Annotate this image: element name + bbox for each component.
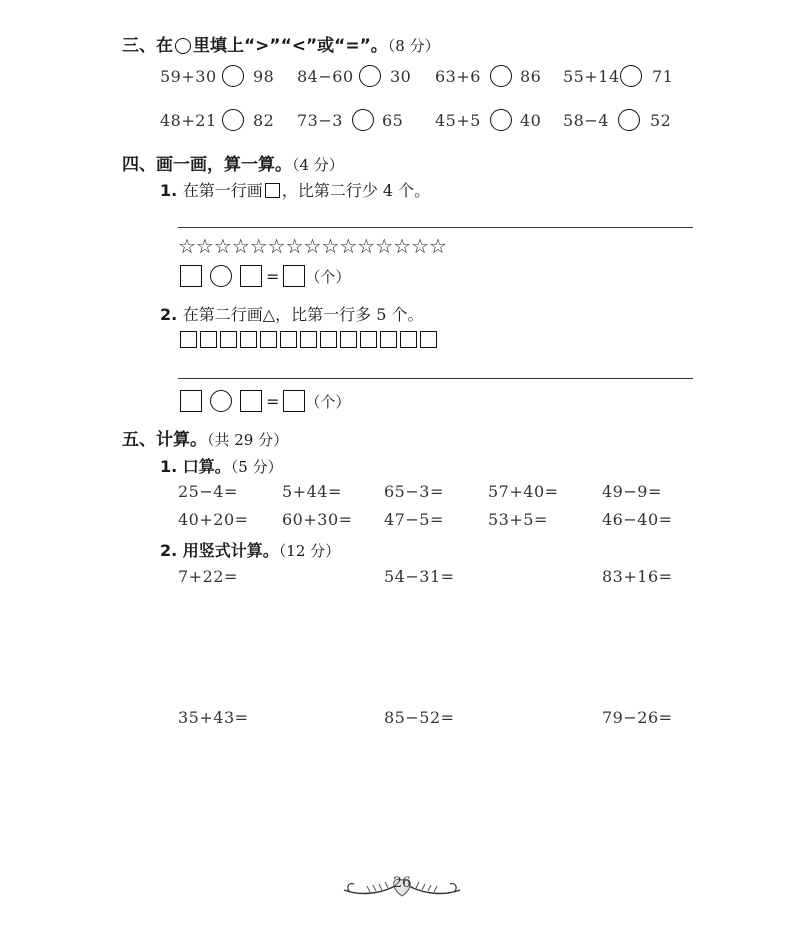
page-number: 26 (393, 875, 411, 891)
vertical-problem: 85−52= (384, 708, 455, 727)
question-number: 2. (160, 305, 178, 324)
compare-circle-blank[interactable] (490, 65, 512, 87)
vertical-problem: 54−31= (384, 567, 455, 586)
square-icon (180, 331, 197, 348)
compare-value: 65 (382, 111, 404, 130)
question-4-2 (160, 302, 423, 325)
question-text: ，比第二行少 4 个。 (281, 181, 431, 200)
section-4-title (122, 150, 344, 175)
question-points: （12 分） (278, 542, 341, 560)
square-icon (220, 331, 237, 348)
unit-label: （个） (305, 267, 351, 286)
oral-problem: 25−4= (178, 482, 238, 501)
oral-problem: 60+30= (282, 510, 353, 529)
compare-circle-blank[interactable] (359, 65, 381, 87)
oral-problem: 5+44= (282, 482, 342, 501)
question-number: 1. (160, 181, 178, 200)
compare-value: 30 (390, 67, 412, 86)
drawing-line[interactable] (178, 227, 693, 228)
square-icon (360, 331, 377, 348)
question-title: 1. 口算。 (160, 457, 231, 476)
section-3-prefix: 三、在 (122, 36, 173, 56)
square-icon (400, 331, 417, 348)
star-row: ☆☆☆☆☆☆☆☆☆☆☆☆☆☆☆ (178, 234, 447, 258)
answer-box[interactable] (283, 390, 305, 412)
section-4-points: （4 分） (292, 156, 344, 174)
answer-box[interactable] (180, 390, 202, 412)
question-4-1 (160, 178, 430, 201)
equation-row (180, 390, 350, 412)
oral-problem: 49−9= (602, 482, 662, 501)
oral-problem: 47−5= (384, 510, 444, 529)
compare-expr: 84−60 (297, 67, 354, 86)
compare-expr: 55+14 (563, 67, 620, 86)
vertical-problem: 83+16= (602, 567, 673, 586)
square-icon (380, 331, 397, 348)
operator-circle[interactable] (210, 265, 232, 287)
vertical-problem: 35+43= (178, 708, 249, 727)
oral-problem: 40+20= (178, 510, 249, 529)
compare-circle-blank[interactable] (352, 109, 374, 131)
question-5-1 (160, 454, 283, 477)
compare-value: 98 (253, 67, 275, 86)
square-icon (265, 183, 280, 198)
vertical-problem: 7+22= (178, 567, 238, 586)
compare-circle-blank[interactable] (490, 109, 512, 131)
oral-problem: 53+5= (488, 510, 548, 529)
compare-circle-blank[interactable] (222, 109, 244, 131)
oral-problem: 46−40= (602, 510, 673, 529)
square-icon (280, 331, 297, 348)
circle-icon (175, 38, 191, 54)
vertical-problem: 79−26= (602, 708, 673, 727)
answer-box[interactable] (240, 390, 262, 412)
equals-sign: = (266, 266, 280, 286)
equation-row (180, 265, 350, 287)
square-icon (340, 331, 357, 348)
compare-expr: 48+21 (160, 111, 217, 130)
compare-expr: 63+6 (435, 67, 481, 86)
drawing-line[interactable] (178, 378, 693, 379)
question-text: 在第二行画△，比第一行多 5 个。 (182, 305, 424, 324)
square-row (180, 331, 437, 348)
question-title: 2. 用竖式计算。 (160, 541, 279, 560)
compare-value: 71 (652, 67, 674, 86)
square-icon (300, 331, 317, 348)
section-3-points: （8 分） (387, 37, 440, 55)
square-icon (240, 331, 257, 348)
oral-problem: 57+40= (488, 482, 559, 501)
compare-expr: 73−3 (297, 111, 343, 130)
section-4-title-text: 四、画一画，算一算。 (122, 155, 292, 175)
compare-value: 86 (520, 67, 542, 86)
question-points: （5 分） (230, 458, 283, 476)
equals-sign: = (266, 391, 280, 411)
operator-circle[interactable] (210, 390, 232, 412)
unit-label: （个） (305, 392, 351, 411)
answer-box[interactable] (240, 265, 262, 287)
oral-problem: 65−3= (384, 482, 444, 501)
question-text: 在第一行画 (182, 181, 263, 200)
square-icon (320, 331, 337, 348)
section-5-title-text: 五、计算。 (122, 430, 207, 450)
section-5-title (122, 425, 288, 450)
compare-circle-blank[interactable] (620, 65, 642, 87)
compare-value: 82 (253, 111, 275, 130)
page-number-ornament (340, 866, 464, 902)
question-5-2 (160, 538, 340, 561)
compare-expr: 59+30 (160, 67, 217, 86)
square-icon (420, 331, 437, 348)
section-5-points: （共 29 分） (207, 431, 289, 449)
square-icon (260, 331, 277, 348)
square-icon (200, 331, 217, 348)
section-3-title (122, 31, 440, 56)
compare-circle-blank[interactable] (618, 109, 640, 131)
answer-box[interactable] (283, 265, 305, 287)
compare-expr: 58−4 (563, 111, 609, 130)
compare-circle-blank[interactable] (222, 65, 244, 87)
compare-value: 52 (650, 111, 672, 130)
answer-box[interactable] (180, 265, 202, 287)
section-3-suffix: 里填上“>”“<”或“=”。 (193, 36, 388, 56)
compare-value: 40 (520, 111, 542, 130)
compare-expr: 45+5 (435, 111, 481, 130)
